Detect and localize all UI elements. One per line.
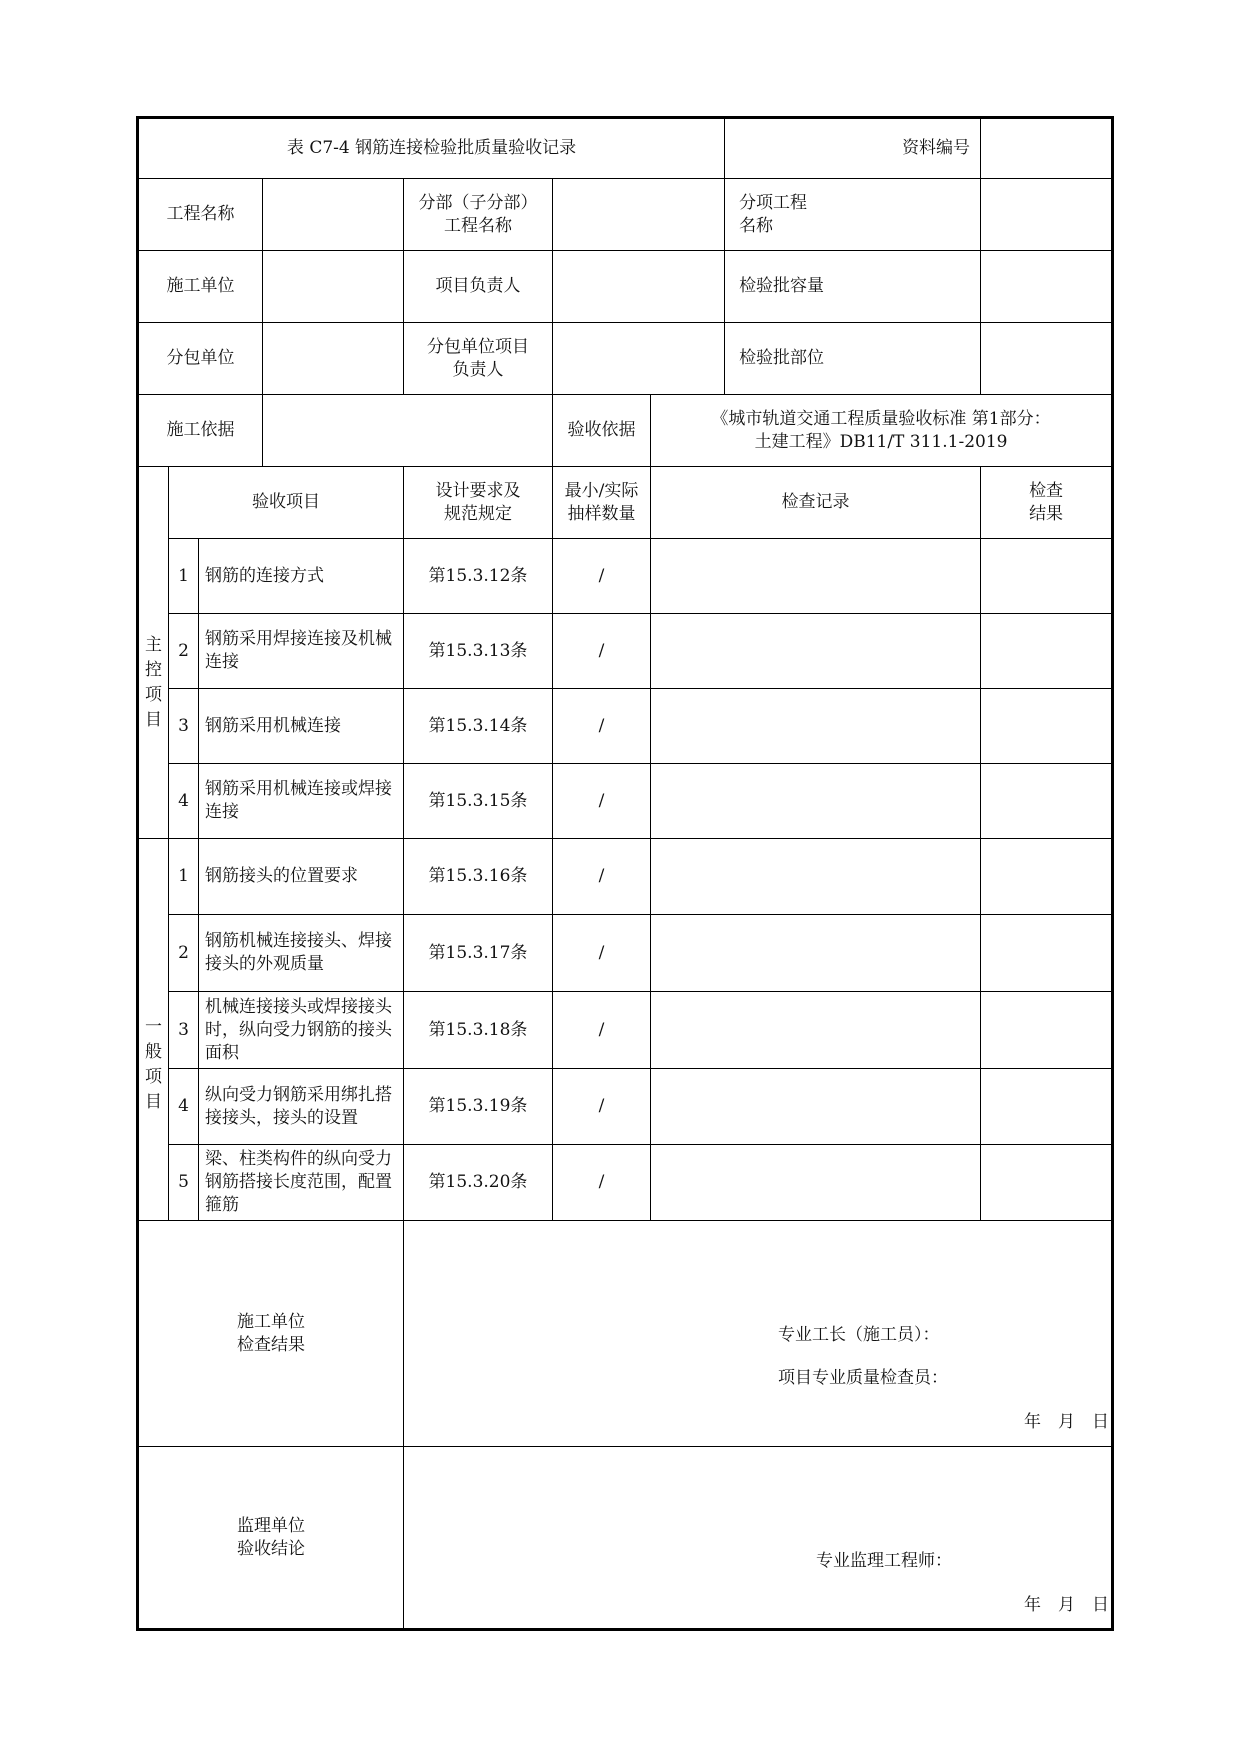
row-sample[interactable]: / [553, 689, 651, 764]
subcontract-unit-field[interactable] [263, 323, 404, 395]
table-row [138, 614, 1113, 689]
table-row [138, 839, 1113, 915]
inspector-signature-label: 项目专业质量检查员： [778, 1368, 948, 1388]
subcontract-manager-field[interactable] [553, 323, 725, 395]
doc-no-label: 资料编号 [725, 118, 981, 179]
row-no: 1 [169, 539, 199, 614]
construction-unit-label: 施工单位 [138, 251, 263, 323]
row-result[interactable] [981, 539, 1113, 614]
col-record-header: 检查记录 [651, 467, 981, 539]
row-clause: 第15.3.17条 [404, 915, 553, 992]
row-record[interactable] [651, 689, 981, 764]
sub-item-label: 分项工程 名称 [725, 179, 981, 251]
row-result[interactable] [981, 614, 1113, 689]
row-no: 4 [169, 1069, 199, 1145]
col-result-header: 检查 结果 [981, 467, 1113, 539]
acceptance-basis-value: 《城市轨道交通工程质量验收标准 第1部分： 土建工程》DB11/T 311.1-2019 [651, 395, 1113, 467]
row-no: 3 [169, 689, 199, 764]
table-row [138, 1069, 1113, 1145]
col-item-header: 验收项目 [169, 467, 404, 539]
row-result[interactable] [981, 689, 1113, 764]
table-row [138, 915, 1113, 992]
construction-check-label: 施工单位 检查结果 [138, 1221, 404, 1447]
sub-division-label: 分部（子分部） 工程名称 [404, 179, 553, 251]
construction-unit-field[interactable] [263, 251, 404, 323]
row-sample[interactable]: / [553, 1145, 651, 1221]
row-item-name: 钢筋机械连接接头、焊接接头的外观质量 [199, 915, 404, 992]
main-control-label: 主控项目 [144, 634, 162, 730]
row-sample[interactable]: / [553, 764, 651, 839]
row-clause: 第15.3.16条 [404, 839, 553, 915]
row-item-name: 钢筋接头的位置要求 [199, 839, 404, 915]
project-manager-field[interactable] [553, 251, 725, 323]
project-name-field[interactable] [263, 179, 404, 251]
batch-capacity-field[interactable] [981, 251, 1113, 323]
row-record[interactable] [651, 539, 981, 614]
project-name-label: 工程名称 [138, 179, 263, 251]
row-sample[interactable]: / [553, 614, 651, 689]
row-record[interactable] [651, 1145, 981, 1221]
row-clause: 第15.3.18条 [404, 992, 553, 1069]
batch-capacity-label: 检验批容量 [725, 251, 981, 323]
row-no: 2 [169, 614, 199, 689]
acceptance-basis-label: 验收依据 [553, 395, 651, 467]
col-sample-header: 最小/实际 抽样数量 [553, 467, 651, 539]
supervision-date: 年 月 日 [1024, 1595, 1109, 1615]
table-row [138, 764, 1113, 839]
row-clause: 第15.3.12条 [404, 539, 553, 614]
row-record[interactable] [651, 839, 981, 915]
row-clause: 第15.3.19条 [404, 1069, 553, 1145]
row-clause: 第15.3.14条 [404, 689, 553, 764]
col-design-header: 设计要求及 规范规定 [404, 467, 553, 539]
foreman-signature-label: 专业工长（施工员）： [778, 1325, 940, 1345]
subcontract-unit-label: 分包单位 [138, 323, 263, 395]
row-clause: 第15.3.20条 [404, 1145, 553, 1221]
table-row [138, 1145, 1113, 1221]
construction-basis-label: 施工依据 [138, 395, 263, 467]
subcontract-manager-label: 分包单位项目 负责人 [404, 323, 553, 395]
form-title: 表 C7-4 钢筋连接检验批质量验收记录 [138, 118, 725, 179]
row-item-name: 钢筋采用机械连接 [199, 689, 404, 764]
row-result[interactable] [981, 764, 1113, 839]
inspection-form [136, 116, 1111, 1622]
row-no: 2 [169, 915, 199, 992]
form-table [136, 116, 1114, 1631]
general-label-cell [138, 839, 169, 1221]
row-result[interactable] [981, 992, 1113, 1069]
row-record[interactable] [651, 764, 981, 839]
main-control-label-cell [138, 467, 169, 839]
batch-location-label: 检验批部位 [725, 323, 981, 395]
row-item-name: 机械连接接头或焊接接头时，纵向受力钢筋的接头面积 [199, 992, 404, 1069]
table-row [138, 689, 1113, 764]
supervisor-signature-label: 专业监理工程师： [816, 1551, 952, 1571]
row-item-name: 梁、柱类构件的纵向受力钢筋搭接长度范围，配置箍筋 [199, 1145, 404, 1221]
batch-location-field[interactable] [981, 323, 1113, 395]
row-item-name: 钢筋的连接方式 [199, 539, 404, 614]
row-no: 5 [169, 1145, 199, 1221]
row-item-name: 钢筋采用机械连接或焊接连接 [199, 764, 404, 839]
table-row [138, 992, 1113, 1069]
row-result[interactable] [981, 915, 1113, 992]
row-result[interactable] [981, 1069, 1113, 1145]
doc-no-field[interactable] [981, 118, 1113, 179]
row-sample[interactable]: / [553, 839, 651, 915]
construction-check-area[interactable] [404, 1221, 1113, 1447]
row-sample[interactable]: / [553, 1069, 651, 1145]
row-result[interactable] [981, 1145, 1113, 1221]
sub-item-field[interactable] [981, 179, 1113, 251]
supervision-label: 监理单位 验收结论 [138, 1447, 404, 1630]
table-row [138, 539, 1113, 614]
row-no: 4 [169, 764, 199, 839]
general-label: 一般项目 [144, 1016, 162, 1112]
row-sample[interactable]: / [553, 992, 651, 1069]
row-sample[interactable]: / [553, 915, 651, 992]
row-item-name: 纵向受力钢筋采用绑扎搭接接头，接头的设置 [199, 1069, 404, 1145]
row-record[interactable] [651, 915, 981, 992]
row-record[interactable] [651, 1069, 981, 1145]
row-clause: 第15.3.13条 [404, 614, 553, 689]
row-sample[interactable]: / [553, 539, 651, 614]
row-no: 1 [169, 839, 199, 915]
row-clause: 第15.3.15条 [404, 764, 553, 839]
row-item-name: 钢筋采用焊接连接及机械连接 [199, 614, 404, 689]
row-record[interactable] [651, 992, 981, 1069]
row-result[interactable] [981, 839, 1113, 915]
supervision-area[interactable] [404, 1447, 1113, 1630]
project-manager-label: 项目负责人 [404, 251, 553, 323]
construction-check-date: 年 月 日 [1024, 1412, 1109, 1432]
row-record[interactable] [651, 614, 981, 689]
sub-division-field[interactable] [553, 179, 725, 251]
construction-basis-field[interactable] [263, 395, 553, 467]
row-no: 3 [169, 992, 199, 1069]
